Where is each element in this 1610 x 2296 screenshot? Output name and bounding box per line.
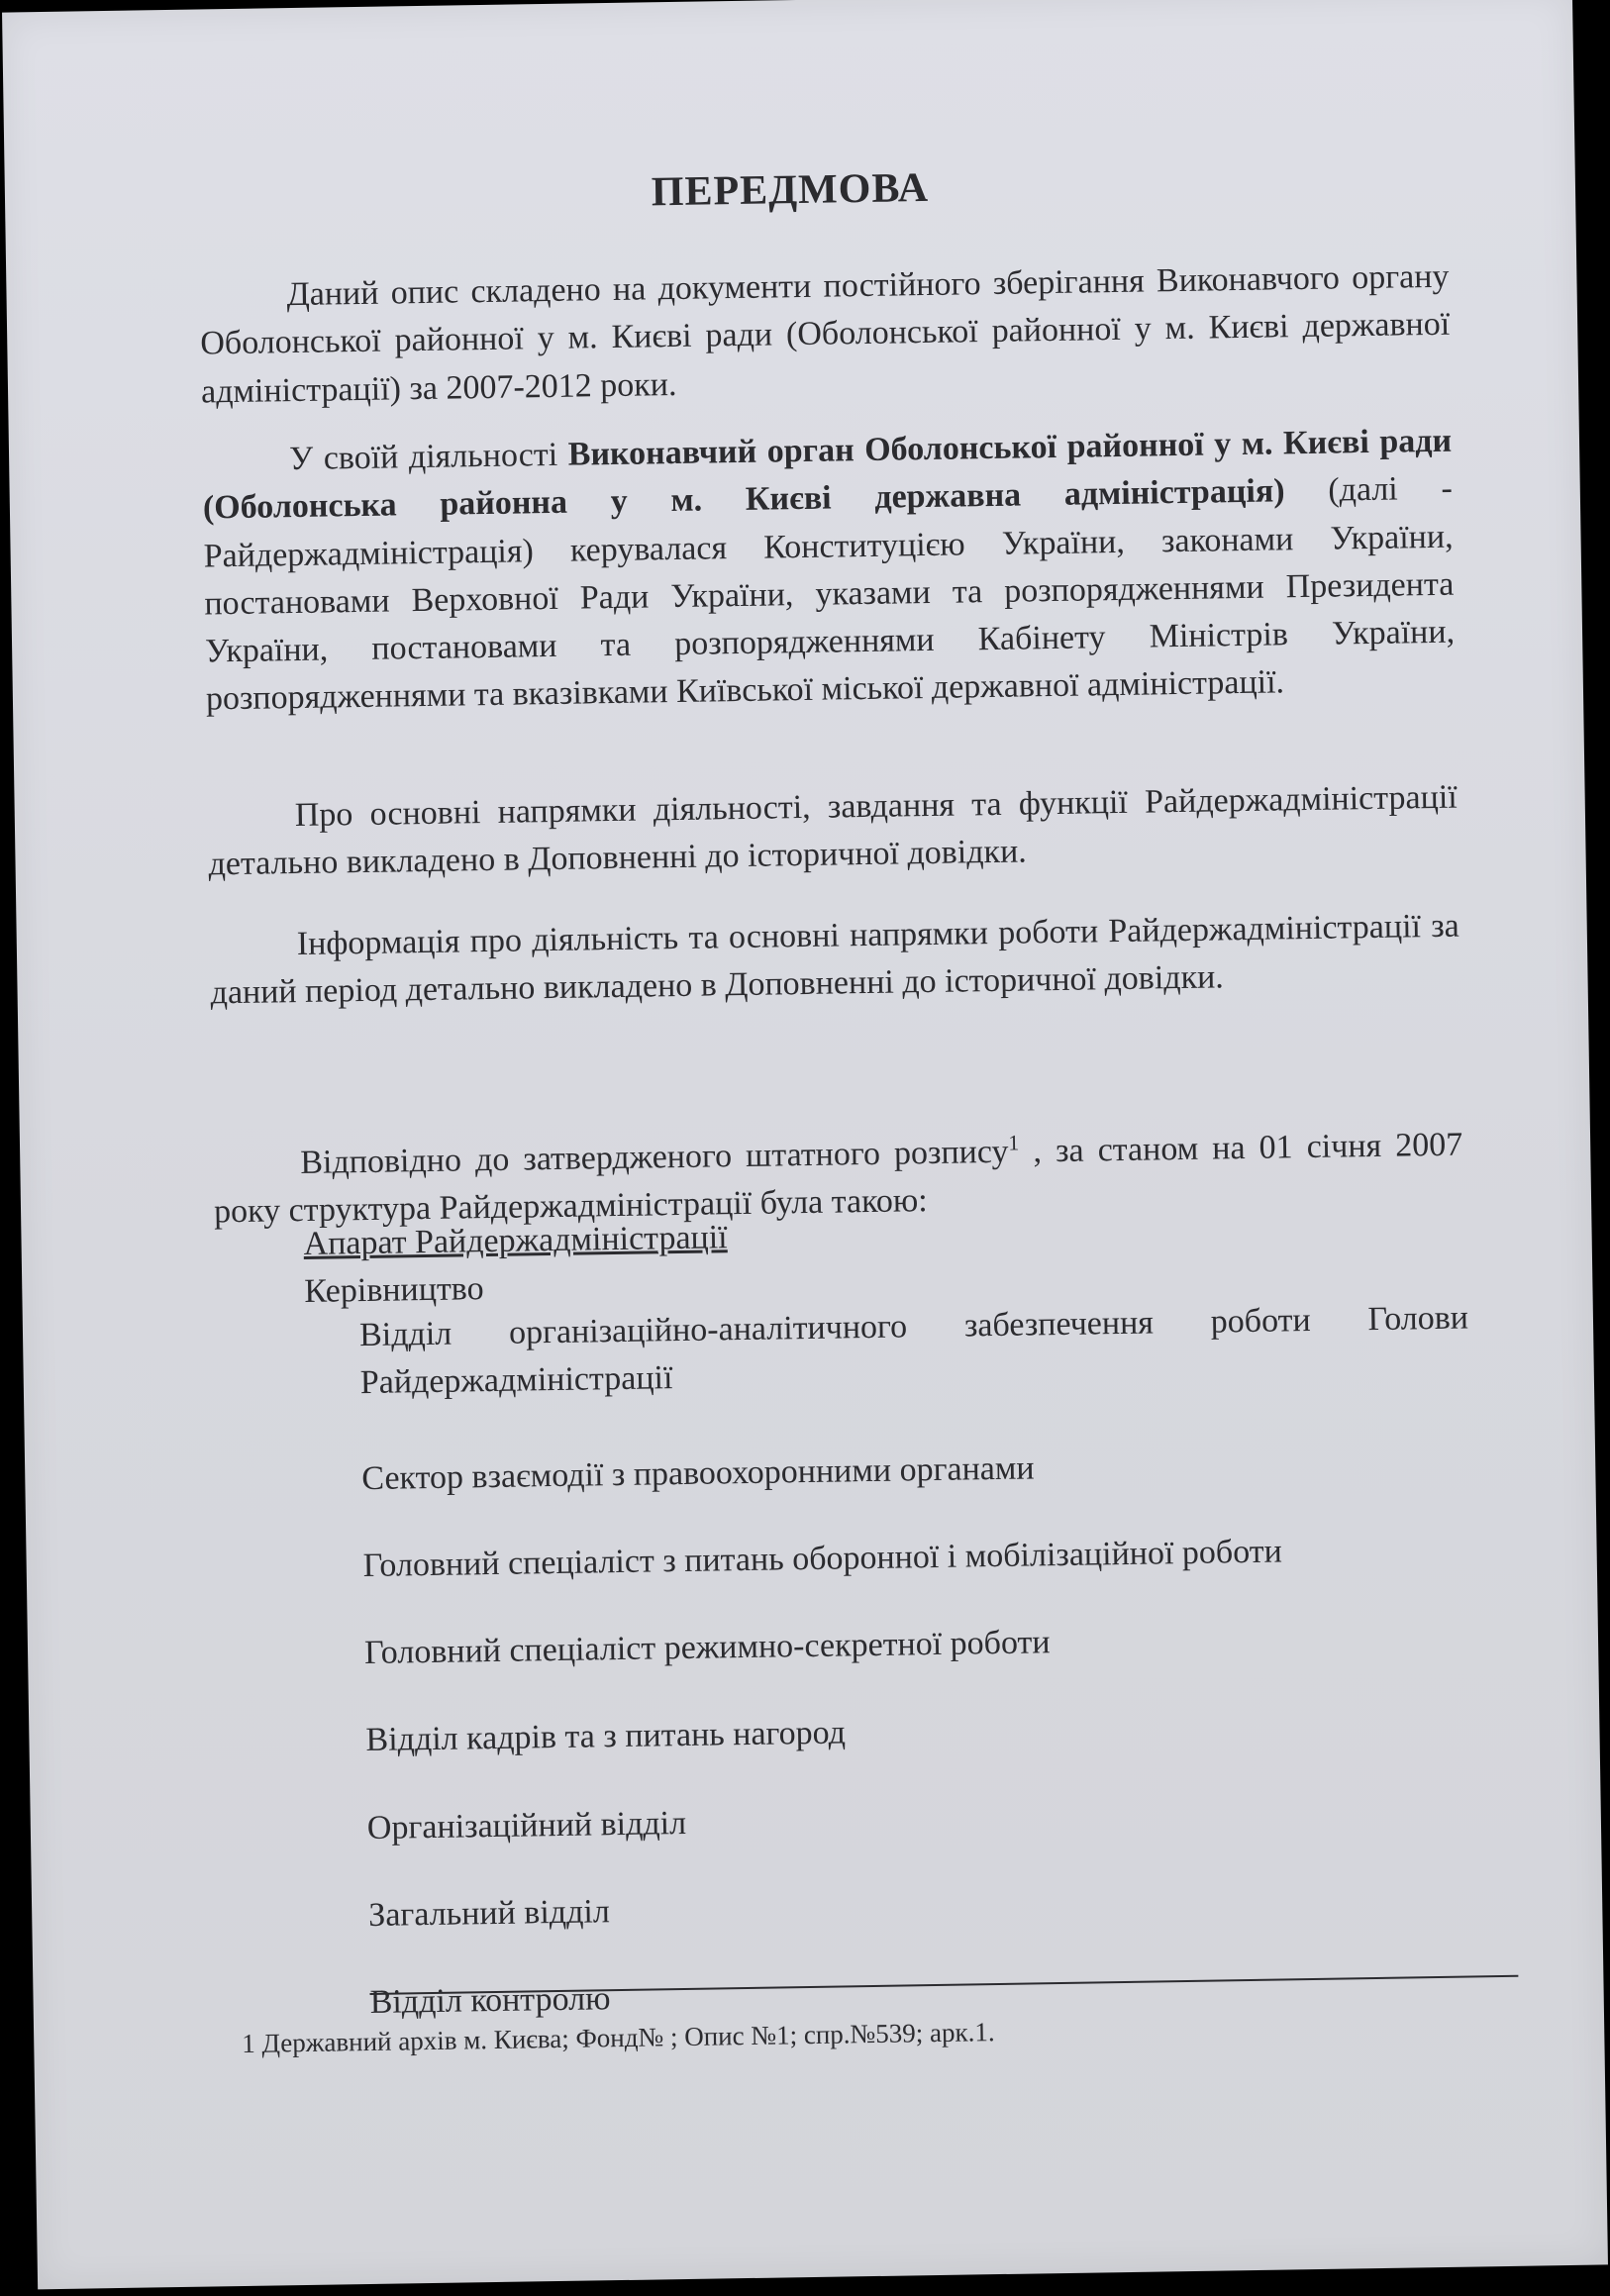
footnote-text: 1 Державний архів м. Києва; Фонд№ ; Опис №1; спр.№539; арк.1. — [242, 2017, 995, 2059]
document-page — [2, 0, 1608, 2289]
organization-name: Виконавчий орган Оболонської районної у м. Києві ради (Оболонська районна у м. Києві державна адміністрація) — [202, 422, 1453, 527]
structure-unit: Сектор взаємодії з правоохоронними органами — [361, 1448, 1035, 1497]
paragraph-legal-basis-rest: (далі - Райдержадміністрація) керувалася Конституцією України, законами України, постановами Верховної Ради України, указами та розпорядженнями Президента України, постановами та розпорядженнями Кабінету Міністрів України, розпорядженнями та вказівками Київської міської державної адміністрації. — [203, 469, 1456, 718]
paragraph-activity-info: Інформація про діяльність та основні напрямки роботи Райдержадміністрації за даний період детально викладено в Доповненні до історичної довідки. — [210, 907, 1459, 1012]
structure-units-list — [359, 1295, 1480, 2067]
structure-section-head: Апарат Райдержадміністрації — [303, 1219, 728, 1262]
paragraph-staff-structure-rest: , за станом на 01 січня 2007 року структура Райдержадміністрації була такою: — [213, 1126, 1463, 1231]
structure-unit: Головний спеціаліст з питань оборонної і мобілізаційної роботи — [362, 1533, 1283, 1584]
paragraph-legal-basis — [202, 418, 1456, 724]
document-title: ПЕРЕДМОВА — [651, 164, 930, 216]
structure-unit: Відділ кадрів та з питань нагород — [365, 1714, 847, 1759]
footnote-mark: 1 — [1008, 1130, 1020, 1155]
structure-leadership: Керівництво — [304, 1270, 484, 1310]
paragraph-staff-structure-lead: Відповідно до затвердженого штатного розпису — [300, 1133, 1009, 1182]
structure-unit: Відділ організаційно-аналітичного забезпечення роботи Голови Райдержадміністрації — [358, 1299, 1469, 1402]
structure-unit: Загальний відділ — [367, 1893, 611, 1934]
structure-unit: Відділ контролю — [369, 1980, 611, 2022]
structure-unit: Головний спеціаліст режимно-секретної роботи — [363, 1624, 1051, 1672]
paragraph-main-directions: Про основні напрямки діяльності, завдання та функції Райдержадміністрації детально викладено в Доповненні до історичної довідки. — [208, 778, 1458, 883]
paragraph-legal-basis-lead: У своїй діяльності — [288, 436, 569, 478]
structure-unit: Організаційний відділ — [366, 1804, 687, 1847]
paragraph-description: Даний опис складено на документи постійного зберігання Виконавчого органу Оболонської районної у м. Києві ради (Оболонської районної у м. Києві державної адміністрації) за 2007-2012 роки. — [200, 257, 1451, 411]
